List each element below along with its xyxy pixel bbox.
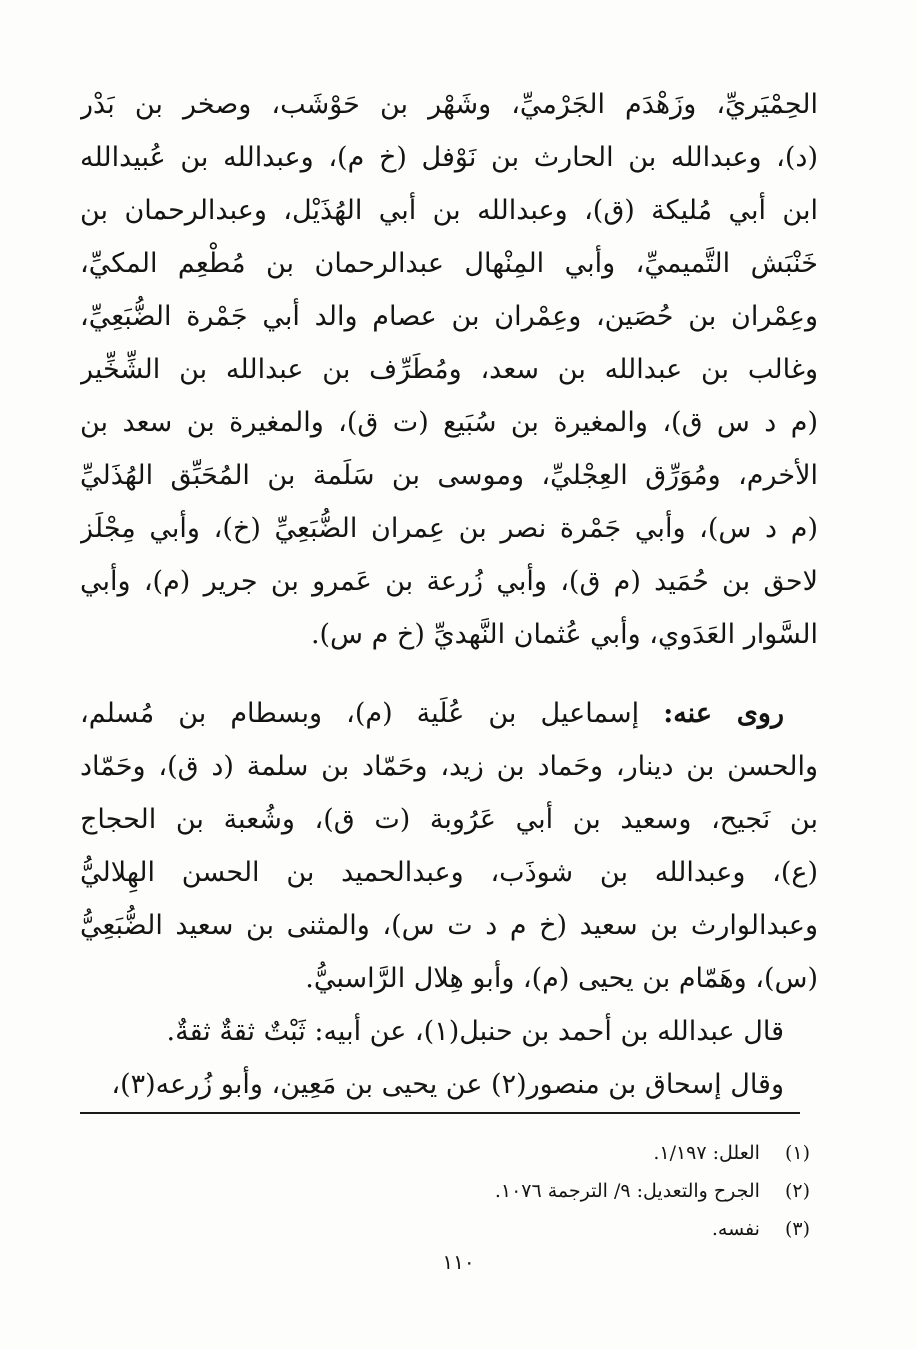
footnote-1 xyxy=(80,1134,810,1172)
text-line: وعبدالوارث بن سعيد (خ م د ت س)، والمثنى بن سعيد الضُّبَعِيُّ xyxy=(80,910,818,941)
text-line: ابن أبي مُليكة (ق)، وعبدالله بن أبي الهُذَيْل، وعبدالرحمان بن xyxy=(80,195,818,226)
text-line: وعِمْران بن حُصَين، وعِمْران بن عصام والد أبي جَمْرة الضُّبَعِيِّ، xyxy=(80,301,818,332)
text-line: بن نَجيح، وسعيد بن أبي عَرُوبة (ت ق)، وشُعبة بن الحجاج xyxy=(80,804,818,835)
footnote-2 xyxy=(80,1172,810,1210)
rawa-lead: روى عنه: xyxy=(663,698,785,729)
footnote-text: الجرح والتعديل: ٩/ الترجمة ١٠٧٦. xyxy=(494,1180,760,1202)
text-line: خَنْبَش التَّميميِّ، وأبي المِنْهال عبدالرحمان بن مُطْعِم المكيِّ، xyxy=(80,248,818,279)
footnote-text: نفسه. xyxy=(711,1218,760,1240)
text-line: لاحق بن حُمَيد (م ق)، وأبي زُرعة بن عَمرو بن جرير (م)، وأبي xyxy=(80,566,818,597)
paragraph-gap xyxy=(80,661,818,687)
text-line: (س)، وهَمّام بن يحيى (م)، وأبو هِلال الرَّاسبيُّ. xyxy=(305,963,818,994)
paragraph-teachers xyxy=(80,78,818,661)
page-number: ١١٠ xyxy=(442,1250,475,1274)
text-line: (ع)، وعبدالله بن شوذَب، وعبدالحميد بن الحسن الهِلاليُّ xyxy=(80,857,818,888)
main-text xyxy=(80,78,818,1111)
text-line: إسماعيل بن عُلَية (م)، وبسطام بن مُسلم، xyxy=(80,698,640,729)
text-line: (م د س)، وأبي جَمْرة نصر بن عِمران الضُّبَعِيِّ (خ)، وأبي مِجْلَز xyxy=(80,513,818,544)
footnote-text: العلل: ١/١٩٧. xyxy=(653,1142,760,1164)
statement-ishaq: وقال إسحاق بن منصور(٢) عن يحيى بن مَعِين، وأبو زُرعه(٣)، xyxy=(111,1069,784,1100)
footnote-number: (٣) xyxy=(784,1218,810,1240)
footnotes xyxy=(80,1134,810,1248)
text-line: وغالب بن عبدالله بن سعد، ومُطَرِّف بن عبدالله بن الشِّخِّير xyxy=(80,354,818,385)
text-line: السَّوار العَدَوي، وأبي عُثمان النَّهديِّ (خ م س). xyxy=(310,619,818,650)
footnote-divider xyxy=(80,1112,800,1114)
text-line: والحسن بن دينار، وحَماد بن زيد، وحَمّاد بن سلمة (د ق)، وحَمّاد xyxy=(80,751,818,782)
footnote-number: (٢) xyxy=(784,1180,810,1202)
text-line: الحِمْيَريِّ، وزَهْدَم الجَرْميِّ، وشَهْر بن حَوْشَب، وصخر بن بَدْر xyxy=(80,89,818,120)
footnote-number: (١) xyxy=(784,1142,810,1164)
footnote-3 xyxy=(80,1210,810,1248)
text-line-lead xyxy=(80,687,818,740)
text-line: الأخرم، ومُوَرِّق العِجْليِّ، وموسى بن سَلَمة بن المُحَبِّق الهُذَليِّ xyxy=(80,460,818,491)
paragraph-students xyxy=(80,687,818,1005)
text-line: (د)، وعبدالله بن الحارث بن نَوْفل (خ م)، وعبدالله بن عُبيدالله xyxy=(80,142,818,173)
text-line: (م د س ق)، والمغيرة بن سُبَيع (ت ق)، والمغيرة بن سعد بن xyxy=(80,407,818,438)
statement-ahmad: قال عبدالله بن أحمد بن حنبل(١)، عن أبيه: ثَبْتٌ ثقةٌ ثقةٌ. xyxy=(166,1016,784,1047)
